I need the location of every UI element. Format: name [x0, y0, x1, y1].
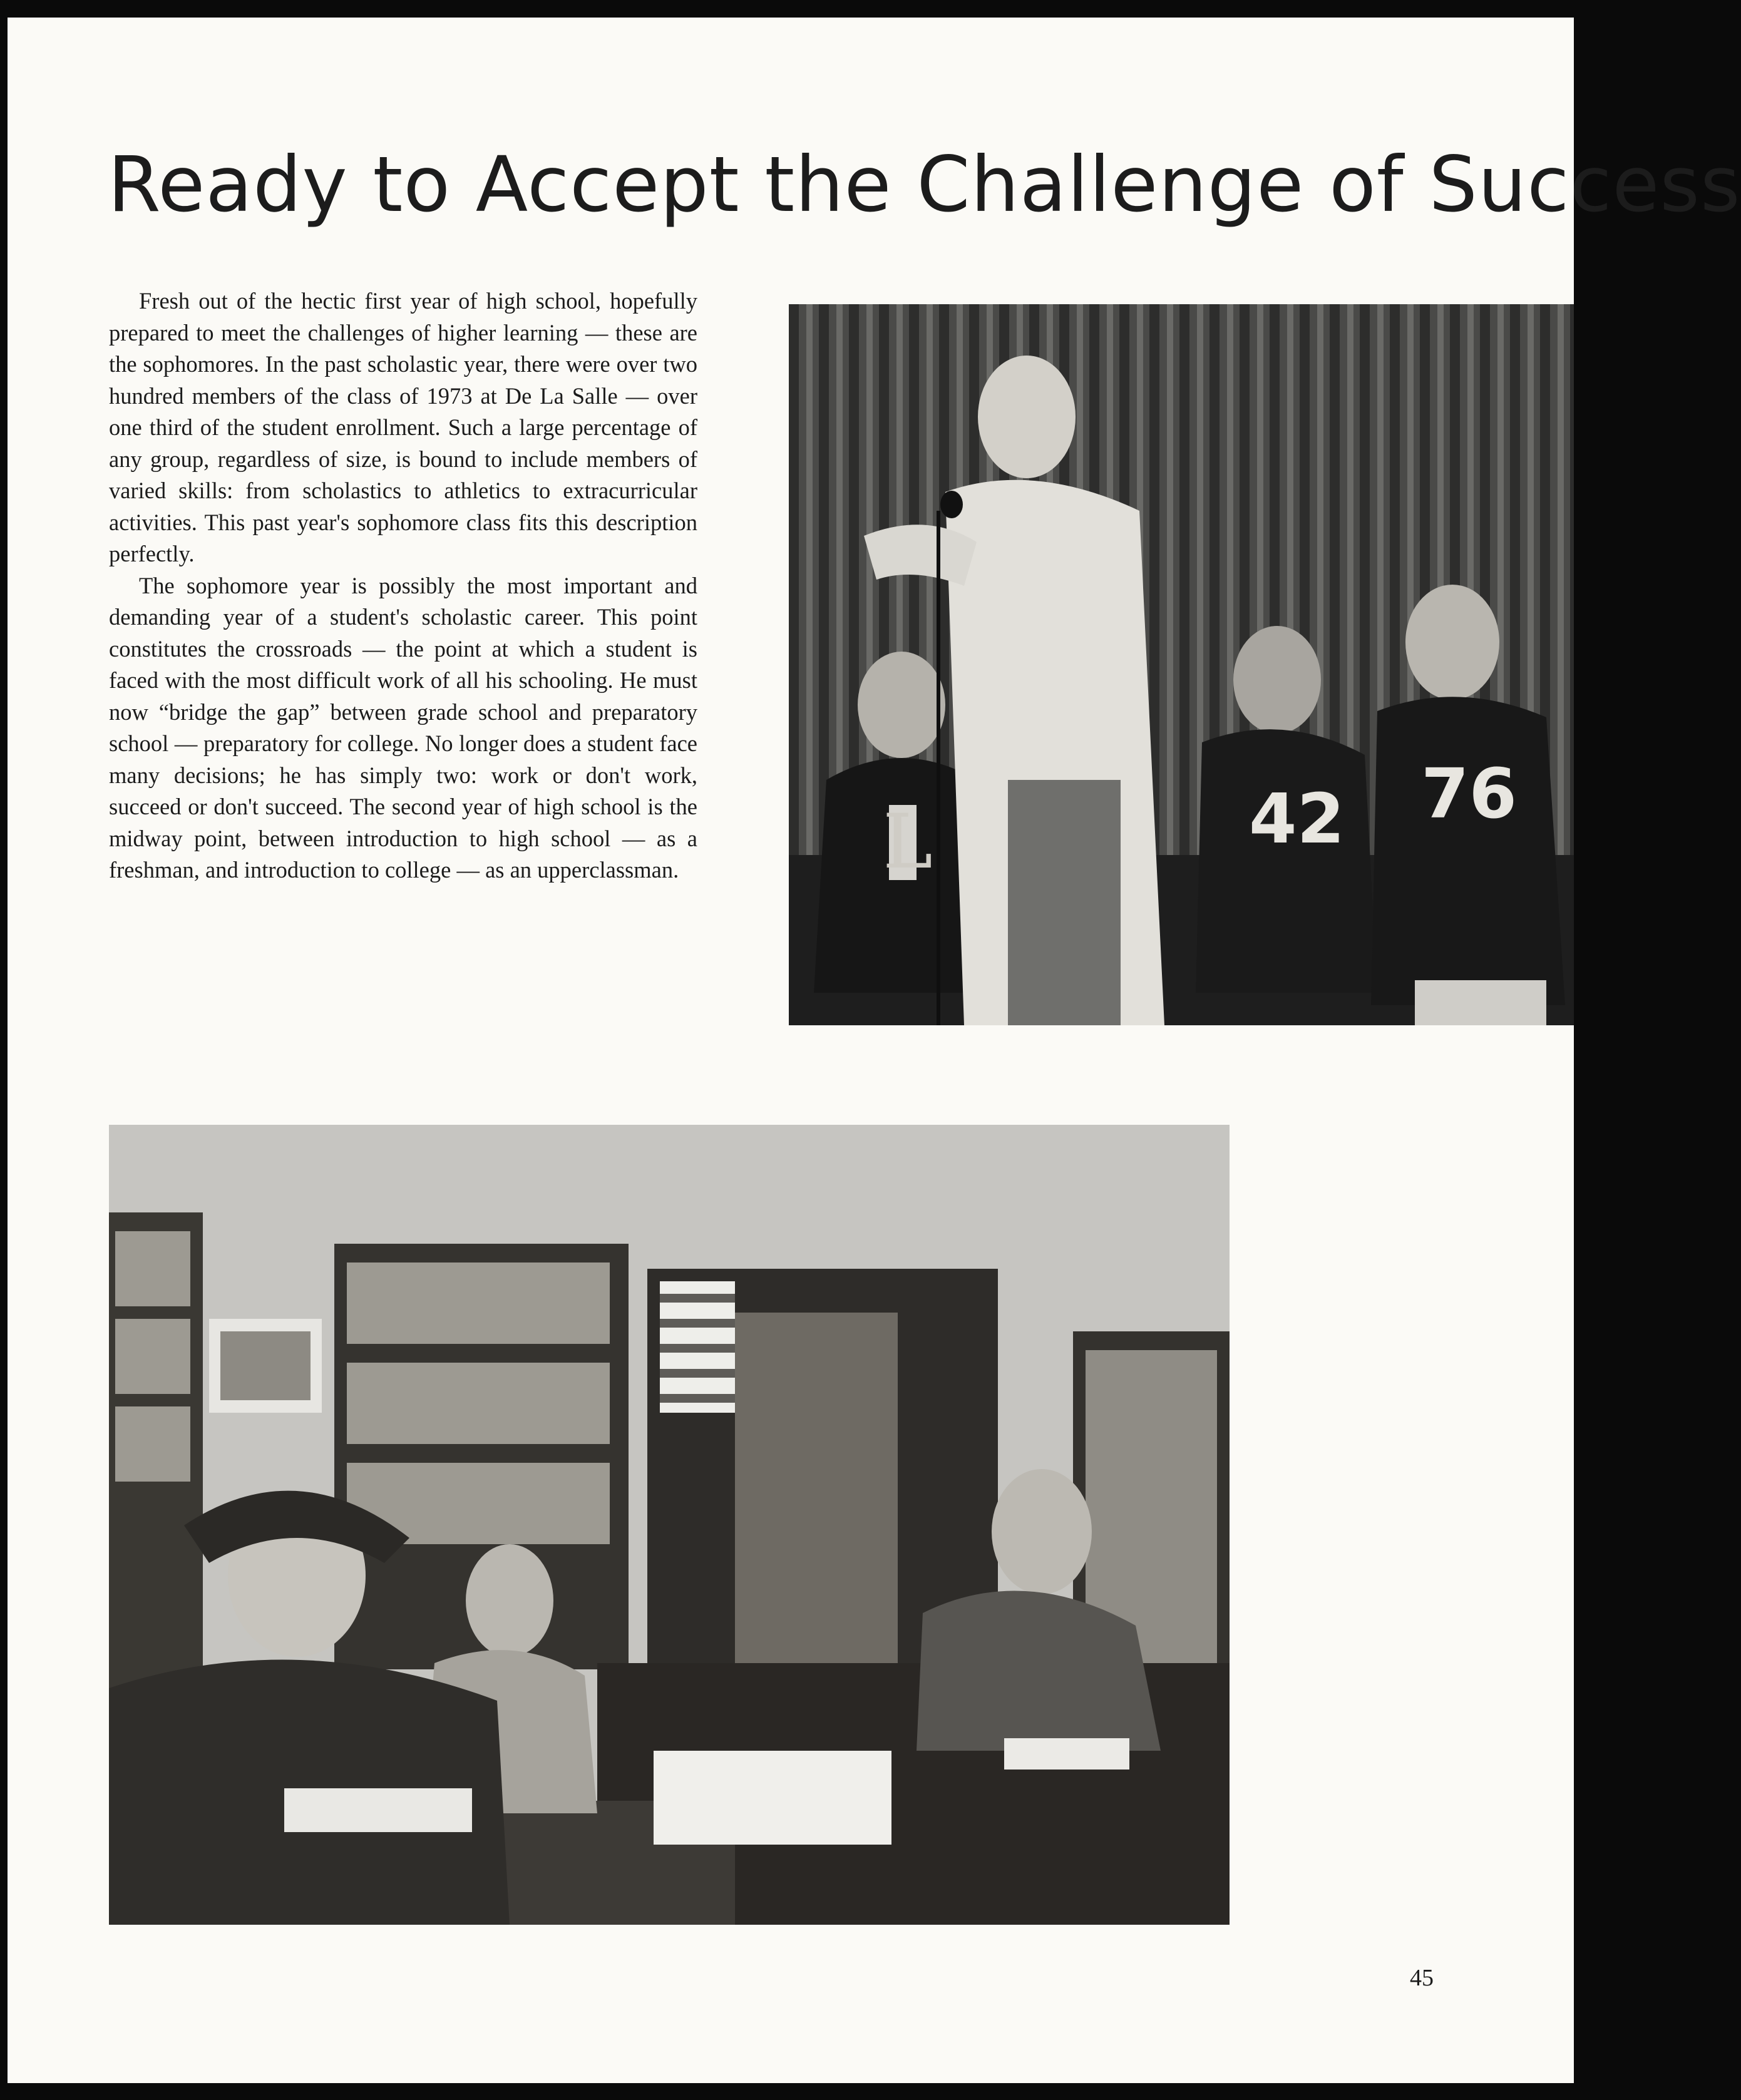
article-body — [109, 285, 697, 886]
page-number: 45 — [1410, 1965, 1434, 1991]
yearbook-page — [8, 18, 1741, 2083]
article-paragraph-1: Fresh out of the hectic first year of high school, hopefully prepared to meet the challenges of higher learning — these are the sophomores. In the past scholastic year, there were over two hundred members of the class of 1973 at De La Salle — over one third of the student enrollment. Such a large percentage of any group, regardless of size, is bound to include members of varied skills: from scholastics to athletics to extracurricular activities. This past year's sophomore class fits this description perfectly. — [109, 288, 697, 566]
jersey-number: 76 — [1421, 754, 1518, 834]
library-study-photo — [109, 1125, 1230, 1925]
jersey-number: 42 — [1249, 779, 1345, 859]
article-paragraph-2: The sophomore year is possibly the most important and demanding year of a student's scholastic career. This point constitutes the crossroads — the point at which a student is faced with the most difficult work of all his schooling. He must now “bridge the gap” between grade school and preparatory school — preparatory for college. No longer does a student face many decisions; he has simply two: work or don't work, succeed or don't succeed. The second year of high school is the midway point, between introduction to high school — as a freshman, and introduction to college — as an upperclassman. — [109, 572, 697, 883]
jacket-letter: L — [883, 799, 933, 886]
speaker-at-microphone-photo — [789, 304, 1574, 1025]
page-title: Ready to Accept the Challenge of Success — [108, 140, 1741, 229]
